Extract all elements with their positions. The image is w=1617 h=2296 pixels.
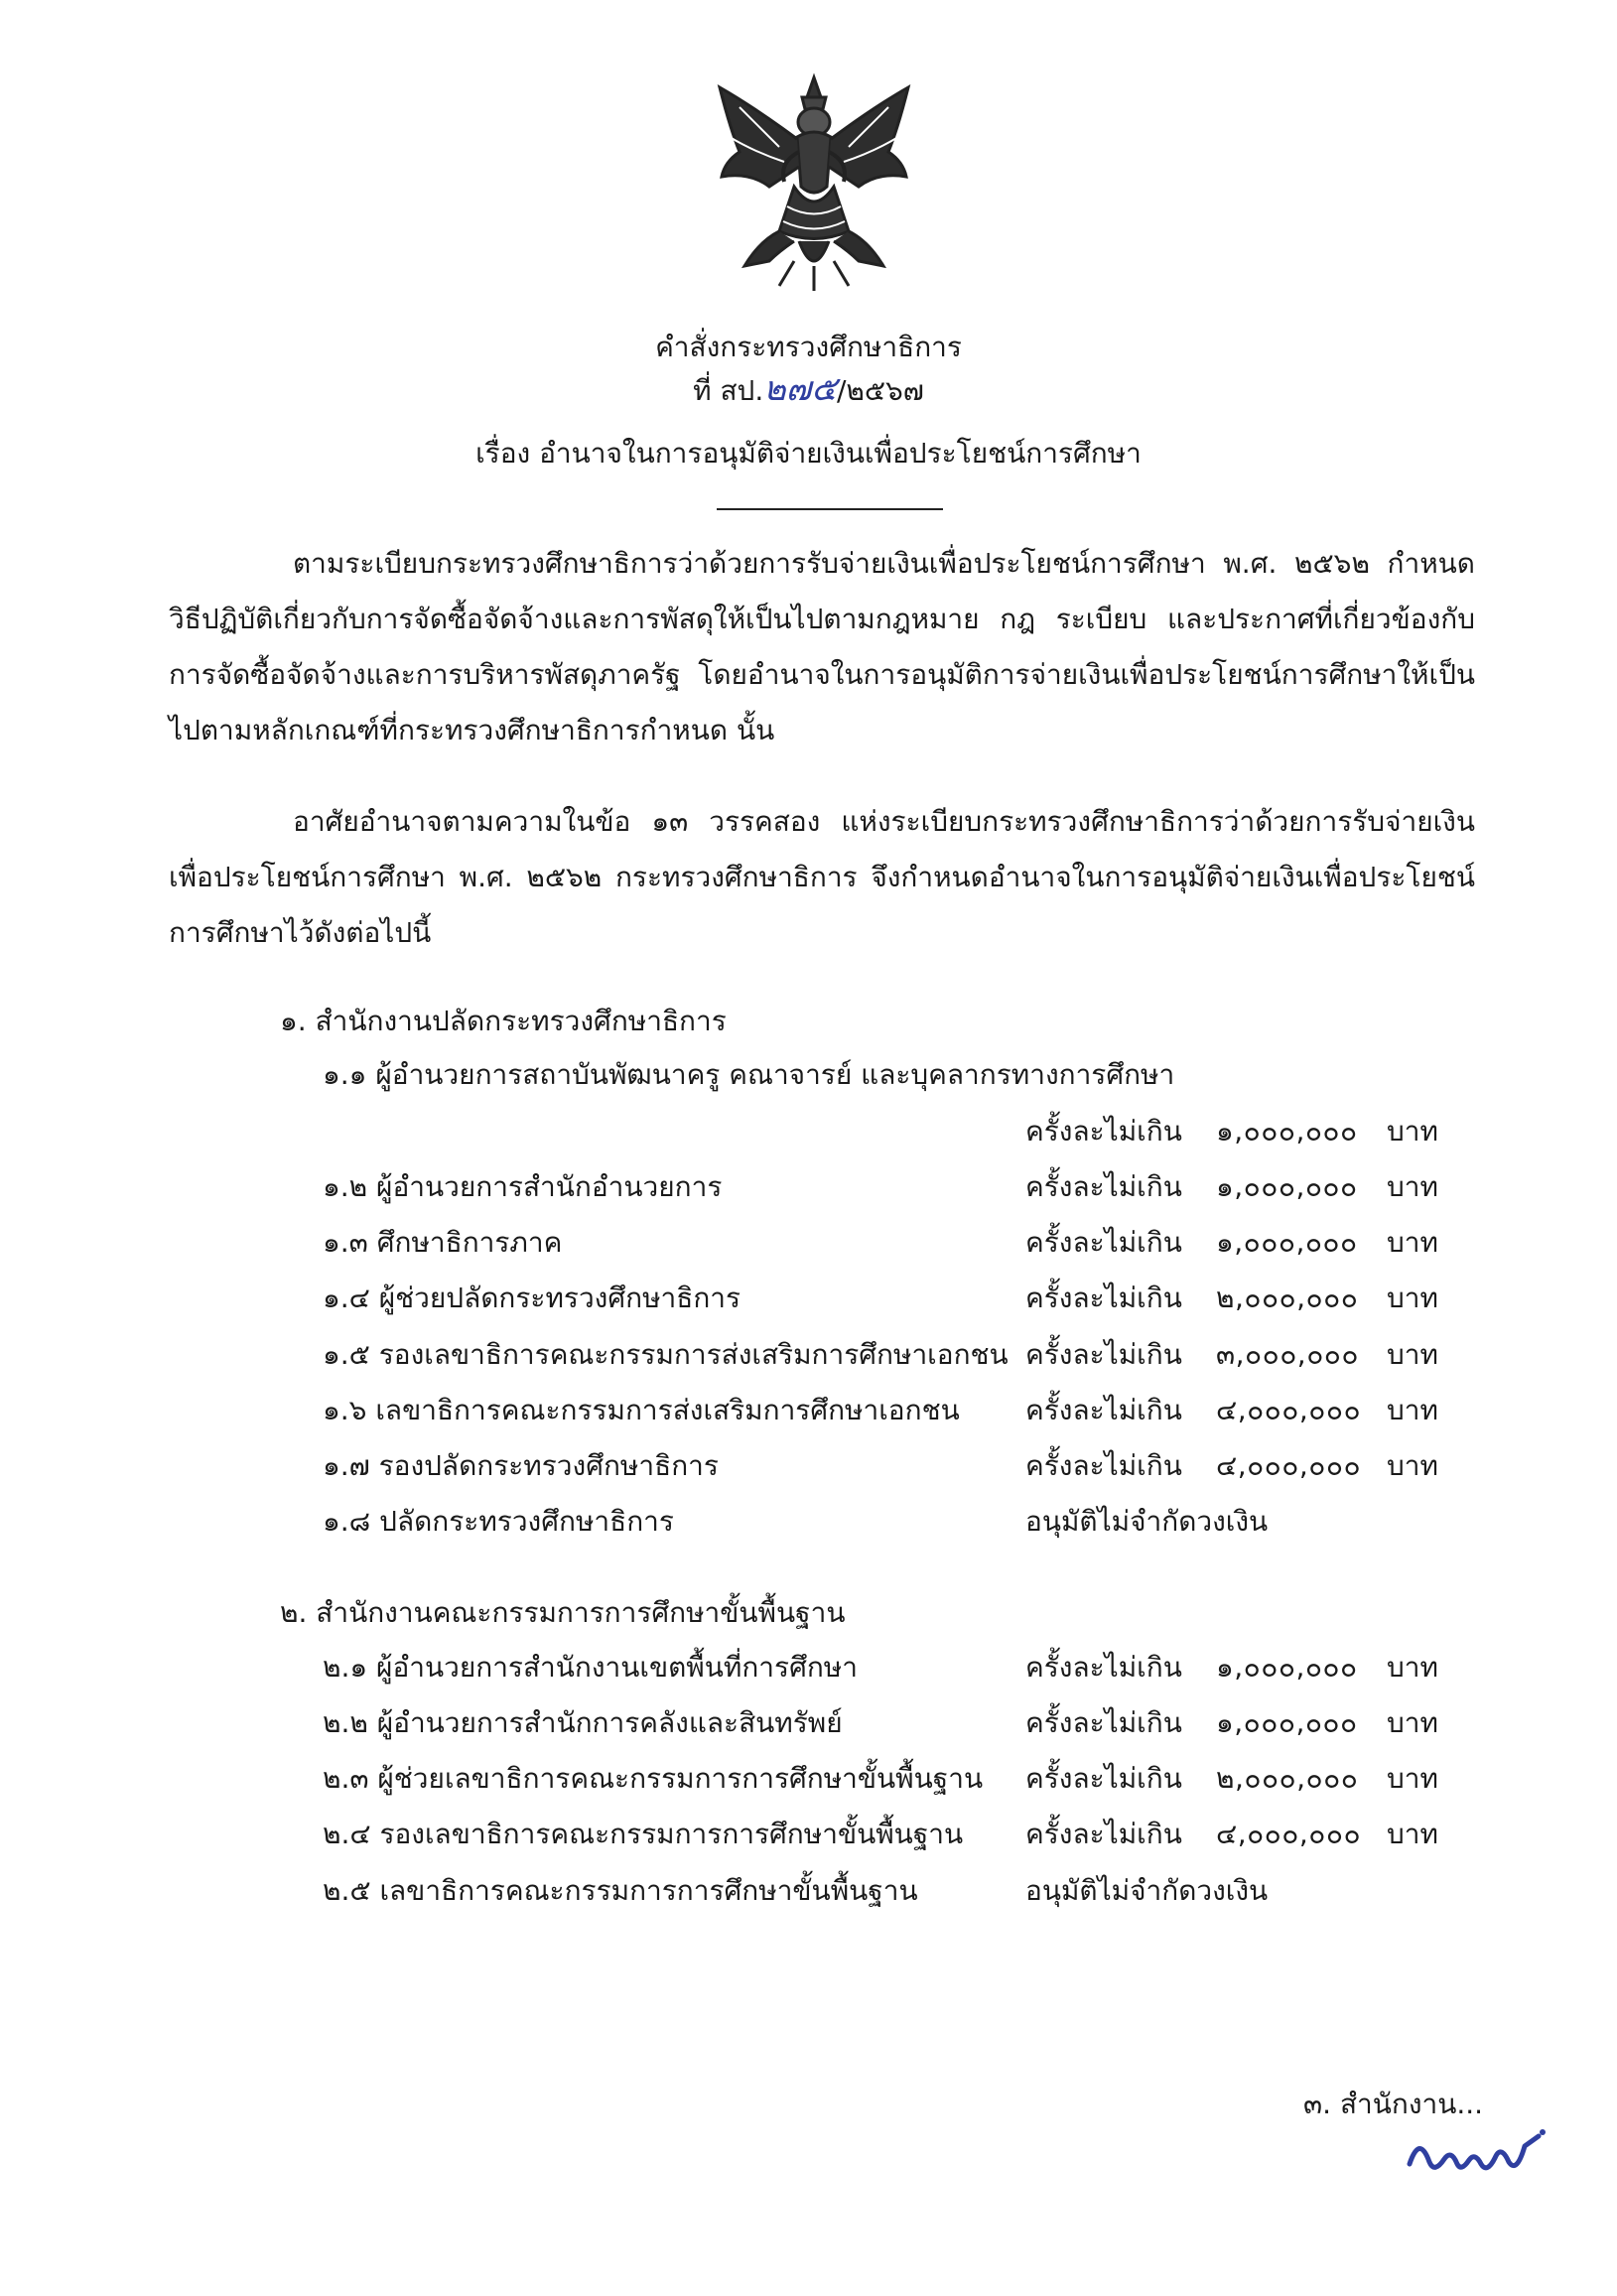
item-amount: ๔,๐๐๐,๐๐๐ (1216, 1449, 1362, 1482)
item-label: ๑.๕ รองเลขาธิการคณะกรรมการส่งเสริมการศึกษาเอกชน (323, 1338, 1009, 1371)
order-number-handwritten: ๒๗๕ (763, 369, 837, 409)
item-limit: อนุมัติไม่จำกัดวงเงิน (1025, 1874, 1269, 1907)
item-label: ๒.๒ ผู้อำนวยการสำนักการคลังและสินทรัพย์ (323, 1706, 843, 1739)
item-amount: ๔,๐๐๐,๐๐๐ (1216, 1818, 1362, 1850)
item-unit: บาท (1387, 1706, 1438, 1739)
item-label: ๑.๗ รองปลัดกระทรวงศึกษาธิการ (323, 1449, 719, 1482)
item-amount: ๑,๐๐๐,๐๐๐ (1216, 1651, 1358, 1684)
order-subject: เรื่อง อำนาจในการอนุมัติจ่ายเงินเพื่อประโยชน์การศึกษา (475, 437, 1142, 470)
item-limit: ครั้งละไม่เกิน (1025, 1762, 1182, 1795)
item-label: ๑.๖ เลขาธิการคณะกรรมการส่งเสริมการศึกษาเอกชน (323, 1394, 960, 1426)
order-number (0, 369, 1617, 411)
item-unit: บาท (1387, 1282, 1438, 1314)
item-unit: บาท (1387, 1818, 1438, 1850)
order-title: คำสั่งกระทรวงศึกษาธิการ (655, 331, 962, 363)
item-limit: ครั้งละไม่เกิน (1025, 1818, 1182, 1850)
item-limit: ครั้งละไม่เกิน (1025, 1338, 1182, 1371)
item-label: ๑.๘ ปลัดกระทรวงศึกษาธิการ (323, 1505, 674, 1538)
item-amount: ๑,๐๐๐,๐๐๐ (1216, 1226, 1358, 1259)
preamble-paragraph (169, 536, 1475, 758)
item-amount: ๔,๐๐๐,๐๐๐ (1216, 1394, 1362, 1426)
item-unit: บาท (1387, 1226, 1438, 1259)
list-item (0, 1815, 1617, 1854)
item-label: ๒.๓ ผู้ช่วยเลขาธิการคณะกรรมการการศึกษาขั้นพื้นฐาน (323, 1762, 984, 1795)
garuda-emblem-icon (700, 68, 928, 296)
handwritten-initials-icon (1400, 2124, 1549, 2184)
list-item (0, 1335, 1617, 1375)
item-amount: ๒,๐๐๐,๐๐๐ (1216, 1762, 1359, 1795)
list-item (0, 1871, 1617, 1911)
list-item-amount (0, 1112, 1617, 1151)
list-item (0, 1391, 1617, 1430)
list-item (0, 1703, 1617, 1743)
item-limit: ครั้งละไม่เกิน (1025, 1651, 1182, 1684)
item-label: ๒.๕ เลขาธิการคณะกรรมการการศึกษาขั้นพื้นฐาน (323, 1874, 918, 1907)
item-limit: ครั้งละไม่เกิน (1025, 1394, 1182, 1426)
item-limit: อนุมัติไม่จำกัดวงเงิน (1025, 1505, 1269, 1538)
preamble-text: ตามระเบียบกระทรวงศึกษาธิการว่าด้วยการรับจ่ายเงินเพื่อประโยชน์การศึกษา พ.ศ. ๒๕๖๒ กำหนดวิธีปฏิบัติเกี่ยวกับการจัดซื้อจัดจ้างและการพัสดุให้เป็นไปตามกฎหมาย กฎ ระเบียบ และประกาศที่เกี่ยวข้องกับการจัดซื้อจัดจ้างและการบริหารพัสดุภาครัฐ โดยอำนาจในการอนุมัติการจ่ายเงินเพื่อประโยชน์การศึกษาให้เป็นไปตามหลักเกณฑ์ที่กระทรวงศึกษาธิการกำหนด นั้น (169, 547, 1475, 746)
item-limit: ครั้งละไม่เกิน (1025, 1282, 1182, 1314)
item-unit: บาท (1387, 1762, 1438, 1795)
item-label: ๑.๒ ผู้อำนวยการสำนักอำนวยการ (323, 1170, 723, 1203)
list-item (0, 1502, 1617, 1542)
section-title: ๒. สำนักงานคณะกรรมการการศึกษาขั้นพื้นฐาน (280, 1596, 846, 1629)
item-limit: ครั้งละไม่เกิน (1025, 1449, 1182, 1482)
item-label: ๑.๑ ผู้อำนวยการสถาบันพัฒนาครู คณาจารย์ และบุคลากรทางการศึกษา (323, 1058, 1175, 1091)
item-unit: บาท (1387, 1170, 1438, 1203)
item-limit: ครั้งละไม่เกิน (1025, 1115, 1182, 1148)
item-amount: ๑,๐๐๐,๐๐๐ (1216, 1706, 1358, 1739)
list-item (0, 1223, 1617, 1263)
section-title: ๑. สำนักงานปลัดกระทรวงศึกษาธิการ (280, 1005, 727, 1037)
list-item (0, 1167, 1617, 1207)
item-amount: ๓,๐๐๐,๐๐๐ (1216, 1338, 1359, 1371)
next-page-marker: ๓. สำนักงาน... (1303, 2088, 1484, 2120)
list-item (0, 1279, 1617, 1318)
item-limit: ครั้งละไม่เกิน (1025, 1170, 1182, 1203)
authority-text: อาศัยอำนาจตามความในข้อ ๑๓ วรรคสอง แห่งระเบียบกระทรวงศึกษาธิการว่าด้วยการรับจ่ายเงินเพื่อประโยชน์การศึกษา พ.ศ. ๒๕๖๒ กระทรวงศึกษาธิการ จึงกำหนดอำนาจในการอนุมัติจ่ายเงินเพื่อประโยชน์การศึกษาไว้ดังต่อไปนี้ (169, 805, 1475, 949)
item-amount: ๑,๐๐๐,๐๐๐ (1216, 1170, 1358, 1203)
item-unit: บาท (1387, 1449, 1438, 1482)
item-limit: ครั้งละไม่เกิน (1025, 1226, 1182, 1259)
item-amount: ๒,๐๐๐,๐๐๐ (1216, 1282, 1359, 1314)
item-label: ๑.๓ ศึกษาธิการภาค (323, 1226, 563, 1259)
item-amount: ๑,๐๐๐,๐๐๐ (1216, 1115, 1358, 1148)
title-divider (717, 508, 943, 510)
list-item (0, 1055, 1617, 1095)
list-item (0, 1759, 1617, 1799)
item-unit: บาท (1387, 1115, 1438, 1148)
item-limit: ครั้งละไม่เกิน (1025, 1706, 1182, 1739)
item-label: ๑.๔ ผู้ช่วยปลัดกระทรวงศึกษาธิการ (323, 1282, 741, 1314)
item-label: ๒.๑ ผู้อำนวยการสำนักงานเขตพื้นที่การศึกษา (323, 1651, 858, 1684)
order-number-prefix: ที่ สป. (693, 374, 764, 407)
item-unit: บาท (1387, 1338, 1438, 1371)
item-unit: บาท (1387, 1394, 1438, 1426)
authority-paragraph (169, 794, 1475, 961)
list-item (0, 1648, 1617, 1688)
list-item (0, 1446, 1617, 1486)
order-number-suffix: /๒๕๖๗ (836, 374, 924, 407)
item-unit: บาท (1387, 1651, 1438, 1684)
item-label: ๒.๔ รองเลขาธิการคณะกรรมการการศึกษาขั้นพื้นฐาน (323, 1818, 964, 1850)
